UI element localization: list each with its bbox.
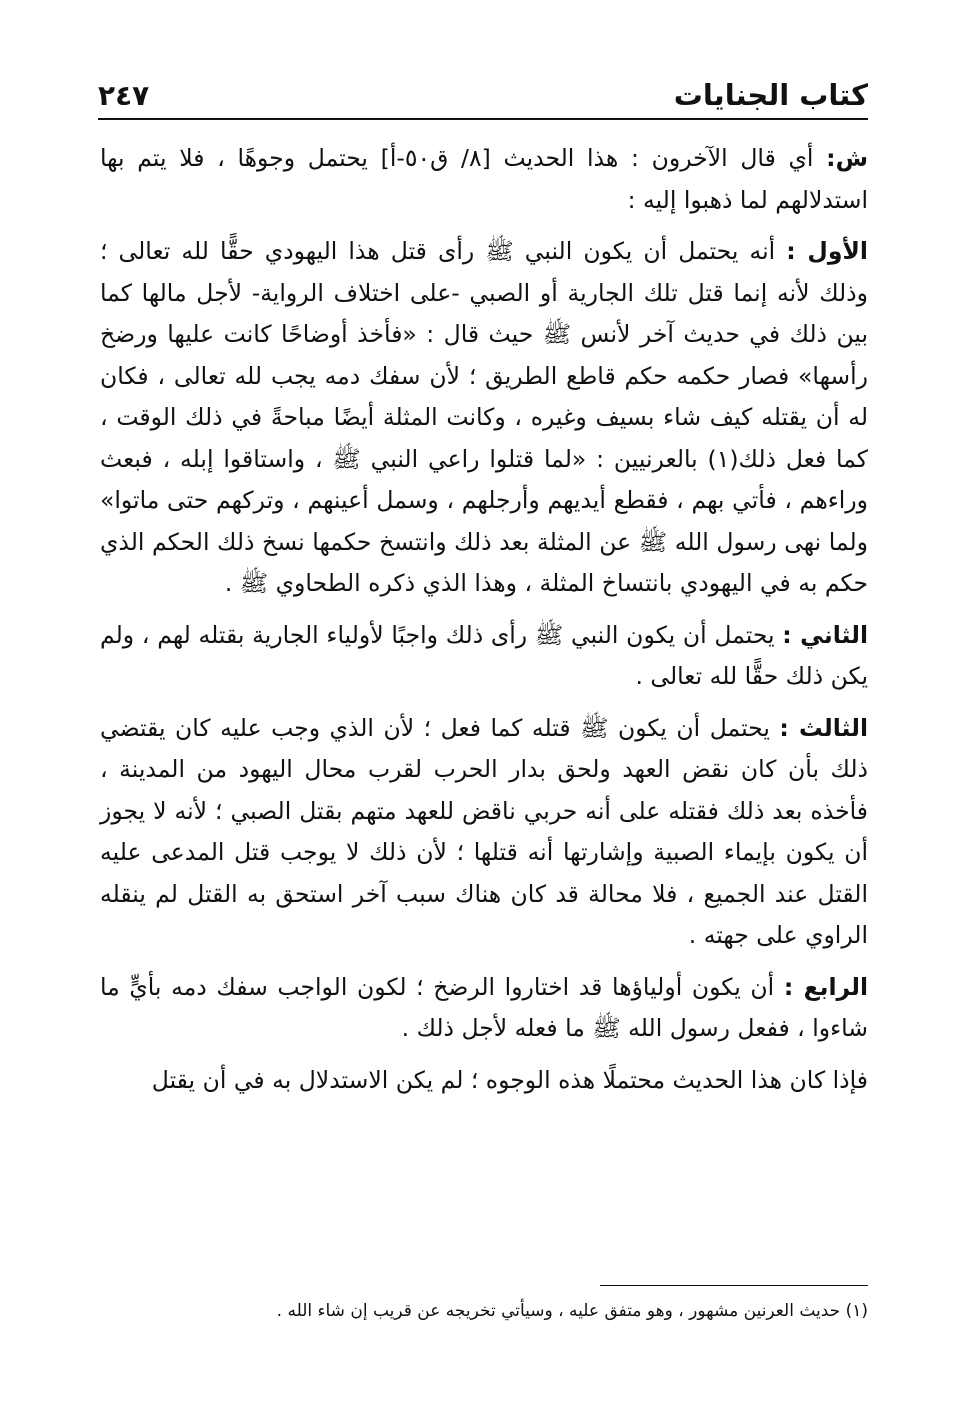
paragraph-lead: الأول : [786, 237, 868, 265]
paragraph-text: يحتمل أن يكون ﷺ قتله كما فعل ؛ لأن الذي وجب عليه كان يقتضي ذلك بأن كان نقض العهد ولحق بدار الحرب لقرب محال اليهود من المدينة ، فأخذه بعد ذلك فقتله على أنه حربي ناقض للعهد متهم بقتل الصبي ؛ لأنه لا يجوز أن يكون بإيماء الصبية وإشارتها أنه قتلها ؛ لأن ذلك لا يوجب قتل المدعى عليه القتل عند الجميع ، فلا محالة قد كان هناك سبب آخر استحق به القتل لم ينقله الراوي على جهته . [100, 713, 868, 949]
paragraph-text: أن يكون أولياؤها قد اختاروا الرضخ ؛ لكون الواجب سفك دمه بأيٍّ ما شاءوا ، ففعل رسول الله ﷺ ما فعله لأجل ذلك . [100, 972, 868, 1042]
paragraph-third [100, 708, 868, 957]
paragraph-text: يحتمل أن يكون النبي ﷺ رأى ذلك واجبًا لأولياء الجارية بقتله لهم ، ولم يكن ذلك حقًّا لله تعالى . [100, 620, 868, 690]
paragraph-second [100, 615, 868, 698]
paragraph-conclusion [100, 1060, 868, 1102]
paragraph-text: فإذا كان هذا الحديث محتملًا هذه الوجوه ؛ لم يكن الاستدلال به في أن يقتل [151, 1065, 868, 1094]
book-title: كتاب الجنايات [673, 78, 868, 112]
paragraph-intro [100, 138, 868, 221]
paragraph-fourth [100, 967, 868, 1050]
paragraph-text: أنه يحتمل أن يكون النبي ﷺ رأى قتل هذا اليهودي حقًّا لله تعالى ؛ وذلك لأنه إنما قتل تلك الجارية أو الصبي -على اختلاف الرواية- لأجل مالها كما بين ذلك في حديث آخر لأنس ﷺ حيث قال : «فأخذ أوضاحًا كانت عليها ورضخ رأسها» فصار حكمه حكم قاطع الطريق ؛ لأن سفك دمه يجب لله تعالى ، فكان له أن يقتله كيف شاء بسيف وغيره ، وكانت المثلة أيضًا مباحةً في ذلك الوقت ، كما فعل ذلك(١) بالعرنيين : «لما قتلوا راعي النبي ﷺ ، واستاقوا إبله ، فبعث وراءهم ، فأتي بهم ، فقطع أيديهم وأرجلهم ، وسمل أعينهم ، وتركهم حتى ماتوا» ولما نهى رسول الله ﷺ عن المثلة بعد ذلك وانتسخ حكمها نسخ ذلك الحكم الذي حكم به في اليهودي بانتساخ المثلة ، وهذا الذي ذكره الطحاوي ﷺ . [100, 237, 868, 597]
paragraph-first [100, 231, 868, 605]
header-divider [98, 118, 868, 120]
main-text [100, 138, 868, 1111]
paragraph-lead: الرابع : [783, 972, 868, 1001]
footnote: (١) حديث العرنين مشهور ، وهو متفق عليه ، وسيأتي تخريجه عن قريب إن شاء الله . [276, 1301, 868, 1321]
paragraph-text: أي قال الآخرون : هذا الحديث [٨/ ق٥٠-أ] يحتمل وجوهًا ، فلا يتم بها استدلالهم لما ذهبوا إليه : [100, 144, 868, 214]
page-header [98, 66, 868, 112]
paragraph-lead: ش: [826, 144, 868, 172]
paragraph-lead: الثاني : [782, 620, 868, 649]
paragraph-lead: الثالث : [779, 713, 868, 742]
page-number: ٢٤٧ [98, 79, 150, 112]
footnote-divider [600, 1285, 868, 1286]
